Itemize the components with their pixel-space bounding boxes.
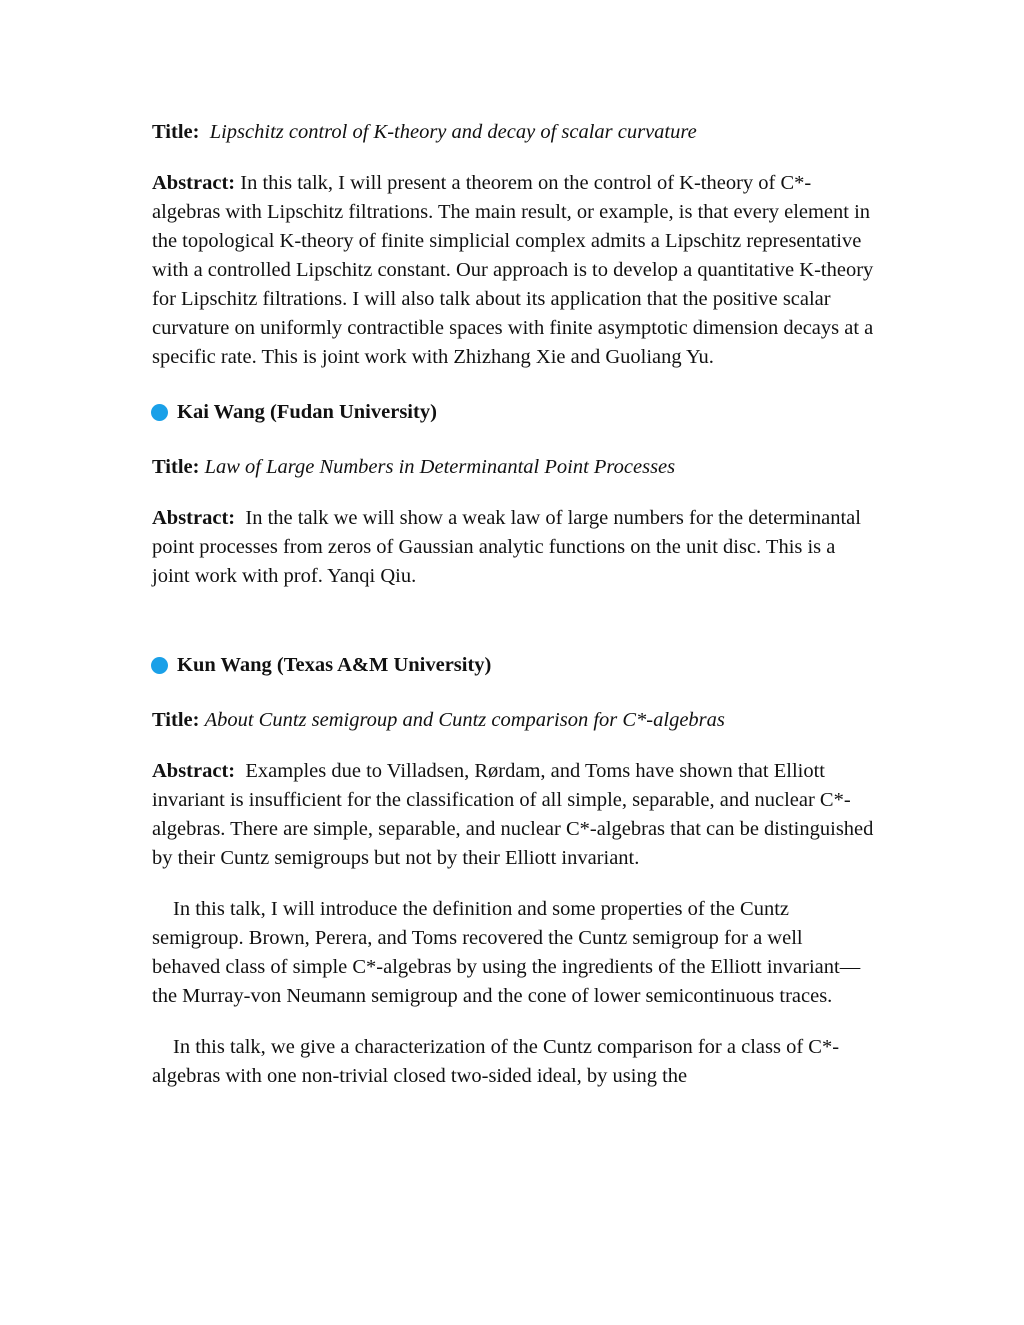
title-label: Title: xyxy=(152,709,200,731)
abstract-text: In the talk we will show a weak law of large numbers for the determinantal point processes from zeros of Gaussian analytic functions on the unit disc. This is a joint work with prof. Yanqi Qiu. xyxy=(152,507,861,587)
speaker-heading xyxy=(151,651,874,680)
talk3-paragraph-3: In this talk, we give a characterization of the Cuntz comparison for a class of C*-algebras with one non-trivial closed two-sided ideal, by using the xyxy=(152,1036,840,1087)
talk2-abstract xyxy=(152,504,874,591)
title-text: Lipschitz control of K-theory and decay of scalar curvature xyxy=(209,121,697,143)
talk3-paragraph-2: In this talk, I will introduce the definition and some properties of the Cuntz semigroup. Brown, Perera, and Toms recovered the Cuntz semigroup for a well behaved class of simple C*-algebras by using the ingredients of the Elliott invariant—the Murray-von Neumann semigroup and the cone of lower semicontinuous traces. xyxy=(152,898,861,1007)
talk2-title xyxy=(152,453,874,482)
talk3-abstract xyxy=(152,757,874,873)
title-label: Title: xyxy=(152,121,200,143)
abstract-label: Abstract: xyxy=(152,172,236,194)
bullet-icon xyxy=(151,404,168,421)
bullet-icon xyxy=(151,657,168,674)
speaker-name: Kai Wang (Fudan University) xyxy=(177,401,437,423)
talk3-title xyxy=(152,706,874,735)
abstract-text: In this talk, I will present a theorem on the control of K-theory of C*-algebras with Lipschitz filtrations. The main result, or example, is that every element in the topological K-theory of finite simplicial complex admits a Lipschitz representative with a controlled Lipschitz constant. Our approach is to develop a quantitative K-theory for Lipschitz filtrations. I will also talk about its application that the positive scalar curvature on uniformly contractible spaces with finite asymptotic dimension decays at a specific rate. This is joint work with Zhizhang Xie and Guoliang Yu. xyxy=(152,172,874,368)
talk1-title xyxy=(152,118,874,147)
title-label: Title: xyxy=(152,456,200,478)
speaker-name: Kun Wang (Texas A&M University) xyxy=(177,654,492,676)
abstract-text: Examples due to Villadsen, Rørdam, and Toms have shown that Elliott invariant is insufficient for the classification of all simple, separable, and nuclear C*-algebras. There are simple, separable, and nuclear C*-algebras that can be distinguished by their Cuntz semigroups but not by their Elliott invariant. xyxy=(152,760,874,869)
title-text: About Cuntz semigroup and Cuntz comparison for C*-algebras xyxy=(204,709,725,731)
document-page xyxy=(152,118,874,1091)
title-text: Law of Large Numbers in Determinantal Point Processes xyxy=(204,456,676,478)
abstract-label: Abstract: xyxy=(152,760,236,782)
speaker-heading xyxy=(151,398,874,427)
abstract-label: Abstract: xyxy=(152,507,236,529)
talk1-abstract xyxy=(152,169,874,372)
